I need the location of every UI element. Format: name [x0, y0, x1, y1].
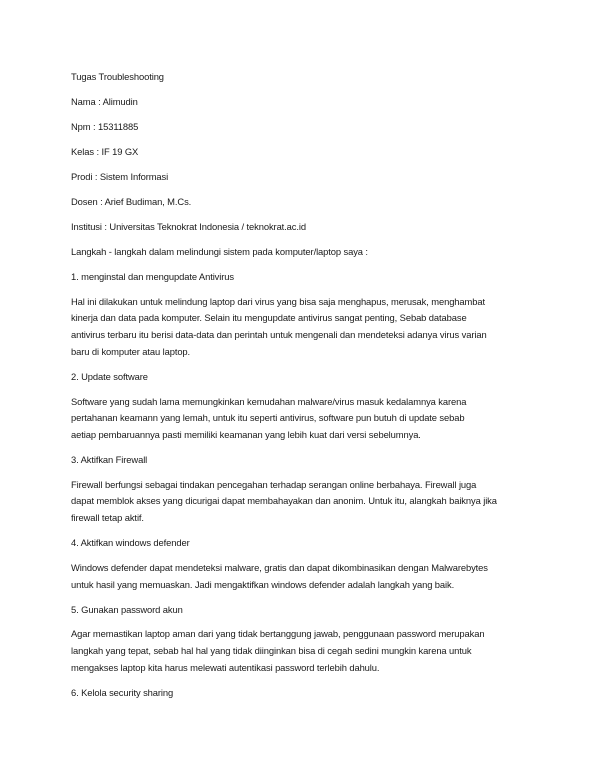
- student-name: Nama : Alimudin: [71, 95, 138, 107]
- paragraph-line: langkah yang tepat, sebab hal hal yang tidak diinginkan bisa di cegah sedini mungkin karena untuk: [71, 645, 472, 657]
- section-body-password: [71, 626, 541, 676]
- paragraph-line: Firewall berfungsi sebagai tindakan pencegahan terhadap serangan online berbahaya. Firewall juga: [71, 478, 477, 490]
- section-body-firewall: [71, 477, 541, 527]
- section-heading-update-software: 2. Update software: [71, 370, 148, 382]
- paragraph-line: Hal ini dilakukan untuk melindung laptop dari virus yang bisa saja menghapus, merusak, menghambat: [71, 295, 485, 307]
- section-heading-security-sharing: 6. Kelola security sharing: [71, 686, 174, 698]
- intro-paragraph: Langkah - langkah dalam melindungi sistem pada komputer/laptop saya :: [71, 245, 368, 257]
- paragraph-line: Agar memastikan laptop aman dari yang tidak bertanggung jawab, penggunaan password merupakan: [71, 628, 485, 640]
- paragraph-line: antivirus terbaru itu berisi data-data dan perintah untuk mengenali dan mendeteksi adanya virus varian: [71, 329, 487, 341]
- paragraph-line: kinerja dan data pada komputer. Selain itu mengupdate antivirus sangat penting, Sebab database: [71, 312, 467, 324]
- paragraph-line: Windows defender dapat mendeteksi malware, gratis dan dapat dikombinasikan dengan Malwarebytes: [71, 561, 488, 573]
- paragraph-line: baru di komputer atau laptop.: [71, 345, 191, 357]
- paragraph-line: aetiap pembaruannya pasti memiliki keamanan yang lebih kuat dari versi sebelumnya.: [71, 428, 421, 440]
- lecturer: Dosen : Arief Budiman, M.Cs.: [71, 195, 192, 207]
- paragraph-line: untuk hasil yang memuaskan. Jadi mengaktifkan windows defender adalah langkah yang baik.: [71, 578, 455, 590]
- section-body-antivirus: [71, 294, 541, 360]
- institution: Institusi : Universitas Teknokrat Indonesia / teknokrat.ac.id: [71, 220, 306, 232]
- student-npm: Npm : 15311885: [71, 120, 139, 132]
- section-heading-password: 5. Gunakan password akun: [71, 603, 183, 615]
- document-body: [71, 69, 541, 710]
- section-heading-antivirus: 1. menginstal dan mengupdate Antivirus: [71, 270, 234, 282]
- section-body-windows-defender: [71, 560, 541, 593]
- paragraph-line: firewall tetap aktif.: [71, 511, 144, 523]
- section-heading-firewall: 3. Aktifkan Firewall: [71, 453, 148, 465]
- student-class: Kelas : IF 19 GX: [71, 145, 139, 157]
- section-heading-windows-defender: 4. Aktifkan windows defender: [71, 536, 190, 548]
- study-program: Prodi : Sistem Informasi: [71, 170, 169, 182]
- paragraph-line: Software yang sudah lama memungkinkan kemudahan malware/virus masuk kedalamnya karena: [71, 395, 467, 407]
- section-body-update-software: [71, 394, 541, 444]
- paragraph-line: dapat memblok akses yang dicurigai dapat membahayakan dan anonim. Untuk itu, alangkah baiknya jika: [71, 495, 497, 507]
- document-title: Tugas Troubleshooting: [71, 71, 164, 82]
- paragraph-line: pertahanan keamann yang lemah, untuk itu seperti antivirus, software pun butuh di update sebab: [71, 412, 465, 424]
- paragraph-line: mengakses laptop kita harus melewati autentikasi password terlebih dahulu.: [71, 661, 380, 673]
